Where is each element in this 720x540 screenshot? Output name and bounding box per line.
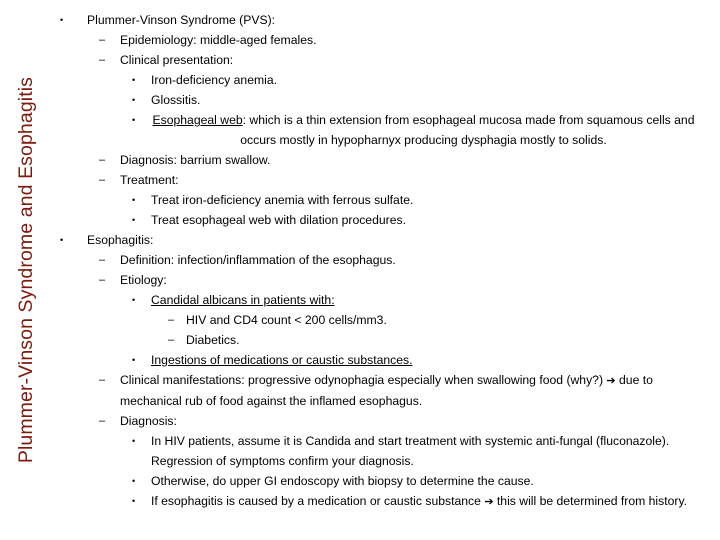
dash-marker: – [99,415,106,427]
bullet-marker: • [132,476,136,486]
pvs-web-label: Esophageal web [152,113,243,127]
eso-dx3b: this will be determined from history. [493,494,688,508]
pvs-glossitis-item [56,90,696,110]
bullet-esophagitis [56,230,696,250]
eso-clinical-a: Clinical manifestations: progressive odynophagia especially when swallowing food (why?) [120,373,604,387]
eso-hiv: HIV and CD4 count < 200 cells/mm3. [186,313,387,327]
eso-definition-item [56,250,696,270]
pvs-clinical: Clinical presentation: [120,53,234,67]
dash-marker: – [99,374,106,386]
eso-diagnosis: Diagnosis: [120,414,177,428]
eso-dx3a: If esophagitis is caused by a medication or caustic substance [151,494,481,508]
dash-marker: – [99,274,106,286]
eso-ingestion-item [56,350,696,370]
dash-marker: – [168,314,175,326]
pvs-web-item [56,110,696,150]
eso-ingestion: Ingestions of medications or caustic substances. [151,353,413,367]
eso-candida: Candidal albicans in patients with: [151,293,335,307]
bullet-marker: • [132,195,136,205]
pvs-web-desc: : which is a thin extension from esophageal mucosa made from squamous cells and occurs mostly in hypopharnyx producing dysphagia mostly to solids. [240,113,695,147]
slide-title-container [8,0,44,540]
pvs-treatment-item [56,170,696,190]
eso-diabetics-item [56,330,696,350]
pvs-heading: Plummer-Vinson Syndrome (PVS): [87,13,276,27]
arrow-icon: ➔ [606,375,616,387]
bullet-marker: • [60,235,64,245]
bullet-pvs [56,10,696,30]
eso-candida-item [56,290,696,310]
eso-clinical-b: due to mechanical rub of food against the inflamed esophagus. [120,373,653,408]
dash-marker: – [168,334,175,346]
pvs-clinical-item [56,50,696,70]
eso-clinical-item [56,370,696,411]
pvs-iron: Iron-deficiency anemia. [151,73,277,87]
eso-dx1-item [56,431,696,471]
eso-hiv-item [56,310,696,330]
bullet-marker: • [132,295,136,305]
bullet-marker: • [132,215,136,225]
eso-dx2-item [56,471,696,491]
pvs-treat2-item [56,210,696,230]
slide-title: Plummer-Vinson Syndrome and Esophagitis [14,76,37,464]
bullet-marker: • [132,496,136,506]
eso-etiology-item [56,270,696,290]
pvs-epidemiology-item [56,30,696,50]
bullet-marker: • [132,355,136,365]
dash-marker: – [99,254,106,266]
pvs-treat1: Treat iron-deficiency anemia with ferrous sulfate. [151,193,414,207]
slide-content [56,10,696,512]
eso-heading: Esophagitis: [87,233,154,247]
eso-diabetics: Diabetics. [186,333,240,347]
bullet-marker: • [132,95,136,105]
eso-dx3-item [56,491,696,512]
pvs-diagnosis-item [56,150,696,170]
arrow-icon: ➔ [484,496,494,508]
bullet-marker: • [132,115,136,125]
dash-marker: – [99,174,106,186]
bullet-marker: • [132,75,136,85]
dash-marker: – [99,154,106,166]
eso-diagnosis-item [56,411,696,431]
pvs-epidemiology: Epidemiology: middle-aged females. [120,33,317,47]
dash-marker: – [99,34,106,46]
eso-etiology: Etiology: [120,273,167,287]
eso-definition: Definition: infection/inflammation of the esophagus. [120,253,396,267]
eso-dx1: In HIV patients, assume it is Candida and start treatment with systemic anti-fungal (fluconazole). Regression of symptoms confirm your diagnosis. [151,434,670,468]
bullet-marker: • [60,15,64,25]
pvs-treat1-item [56,190,696,210]
pvs-treat2: Treat esophageal web with dilation procedures. [151,213,406,227]
pvs-glossitis: Glossitis. [151,93,201,107]
dash-marker: – [99,54,106,66]
pvs-treatment: Treatment: [120,173,179,187]
pvs-diagnosis: Diagnosis: barrium swallow. [120,153,271,167]
bullet-marker: • [132,436,136,446]
pvs-iron-item [56,70,696,90]
eso-dx2: Otherwise, do upper GI endoscopy with biopsy to determine the cause. [151,474,534,488]
